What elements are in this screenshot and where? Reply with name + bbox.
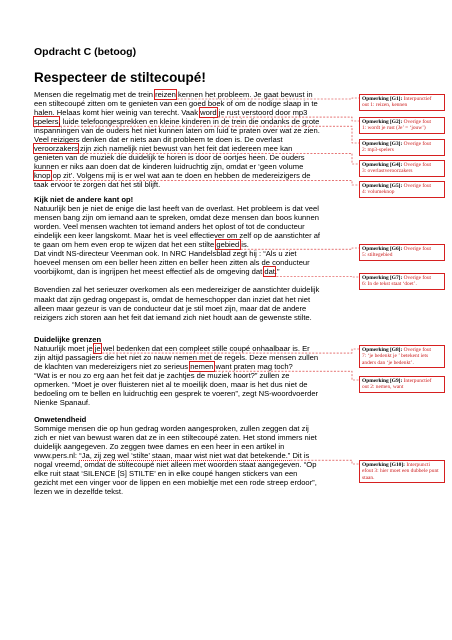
text-line — [34, 380, 347, 389]
comment-g4[interactable] — [359, 160, 445, 177]
marked-error: veroorzakers — [34, 144, 78, 154]
text-run: taak ervoor te zorgen dat het stil blijft. — [34, 180, 161, 190]
comment-type: Interpuncti — [404, 462, 430, 468]
text-run: Dat vindt NS-directeur Veenman ook. In NRC Handelsblad zegt hij : “Als u ziet — [34, 249, 297, 259]
comment-tag: Opmerking [G3]: — [362, 141, 403, 147]
text-line — [34, 222, 347, 231]
text-line — [34, 267, 347, 276]
text-run: zich er niet van bewust waren dat ze in een stiltecoupé zaten. Het stond immers niet — [34, 433, 317, 443]
text-line — [34, 117, 347, 126]
comment-body: 6: In de tekst staat ‘doet’. — [362, 281, 417, 288]
text-run: een stiltecoupé zitten om te genieten van een goed boek of om de nodige slaap in te — [34, 99, 318, 109]
text-line — [34, 478, 347, 487]
text-line — [34, 433, 347, 442]
comment-body: 5: stiltegebied — [362, 252, 393, 259]
text-run: maakt dat zijn gedrag ongepast is, omdat de hemeschopper dan inziet dat het niet — [34, 294, 311, 304]
text-run: Sommige mensen die op hun gedrag worden aangesproken, zullen zeggen dat zij — [34, 424, 309, 434]
comment-g7[interactable] — [359, 273, 445, 290]
text-line — [34, 180, 347, 189]
text-line — [34, 371, 347, 380]
text-run: kunnen er niks aan doen dat de kinderen luidruchtig zijn, omdat er ‘geen volume — [34, 162, 304, 172]
comment-type: Overige fout — [402, 347, 432, 353]
section-heading: Kijk niet de andere kant op! — [34, 195, 134, 204]
text-run: alleen maar gezeur is van de conducteur dat je stil moet zijn, maar dat de andere — [34, 303, 307, 313]
comment-tag: Opmerking [G9]: — [362, 378, 403, 384]
text-run: op zit’. Volgens mij is er wel wat aan te doen en hebben de medereizigers de — [50, 171, 311, 181]
comment-body: out 2: nemen, want — [362, 384, 404, 391]
intro-paragraph — [34, 90, 347, 190]
text-run: Mensen die regelmatig met de trein — [34, 90, 156, 99]
text-line — [34, 144, 347, 153]
text-run: reizigers zich storen aan het feit dat iemand zich niet houdt aan de gewenste stilte. — [34, 312, 312, 322]
marked-error: je — [94, 344, 101, 354]
comment-body: out 1: reizen, kennen — [362, 102, 408, 109]
text-run: nogal vreemd, omdat de stiltecoupé niet alleen met woorden staat aangegeven. “Op — [34, 460, 317, 470]
text-line — [34, 362, 347, 371]
text-line — [34, 90, 347, 99]
text-line — [34, 442, 347, 451]
text-line — [34, 135, 347, 144]
marked-error: “Ja, zij zeg wel ‘stilte’ staan, maar wist niet wat dat betekende.” — [79, 451, 291, 461]
text-run: kennen het probleem. Je gaat bewust in — [175, 90, 313, 99]
comment-type: Overige fout — [402, 141, 432, 147]
text-run: Veel reizigers denken dat er niets aan dit probleem te doen is. De overlast — [34, 135, 283, 145]
text-run: mensen bang zijn om iemand aan te spreken, omdat deze mensen dan boos kunnen — [34, 213, 319, 223]
text-run: Nienke Spanauf. — [34, 398, 91, 408]
text-run: inspanningen van de ouders het niet kunnen laten om luid te praten over wat ze zien. — [34, 126, 320, 136]
text-line — [34, 344, 347, 353]
comment-type: Overige fout — [402, 119, 432, 125]
text-line — [34, 231, 347, 240]
comment-g6[interactable] — [359, 244, 445, 261]
comment-tag: Opmerking [G6]: — [362, 246, 403, 252]
text-line — [34, 204, 347, 213]
text-line — [34, 213, 347, 222]
comment-tag: Opmerking [G7]: — [362, 275, 403, 281]
assignment-label: Opdracht C (betoog) — [34, 46, 137, 58]
text-line — [34, 313, 347, 322]
text-line — [34, 304, 347, 313]
comment-body: 1: wordt je rust (Je’ = ‘jouw’) — [362, 125, 426, 132]
text-run: zijn altijd passagiers die het niet zo nauw nemen met de regels. Deze mensen zullen — [34, 353, 319, 363]
comment-body: 4: volumeknop — [362, 189, 395, 196]
comment-g3[interactable] — [359, 139, 445, 156]
comment-type: Overige fout — [402, 246, 432, 252]
text-line — [34, 240, 347, 249]
section-duidelijke-grenzen — [34, 335, 347, 407]
text-run: hoeveel mensen om een beller heen zitten en beller heen zitten als de conducteur — [34, 258, 310, 268]
comment-type: Overige fout — [402, 162, 432, 168]
text-line — [34, 276, 347, 285]
text-run: is. — [239, 240, 249, 250]
text-line — [34, 285, 347, 294]
text-line — [34, 249, 347, 258]
comment-body: efout 3: hier moet een dubbele punt staan. — [362, 468, 439, 481]
text-line — [34, 487, 347, 496]
comment-tag: Opmerking [G8]: — [362, 347, 403, 353]
comment-g10[interactable] — [359, 460, 445, 483]
text-run: genieten van de muziek die duidelijk te horen is door de oortjes heen. De ouders — [34, 153, 305, 163]
comment-g1[interactable] — [359, 94, 445, 111]
section-onwetendheid — [34, 415, 347, 496]
text-line — [34, 153, 347, 162]
text-run: www.pers.nl: — [34, 451, 80, 461]
text-line — [34, 99, 347, 108]
text-run: elke ruit staat ‘SILENCE [S] STILTE’ en in elke coupé hangen stickers van een — [34, 469, 298, 479]
text-run: Bovendien zal het serieuzer overkomen als een medereiziger de aanstichter duidelijk — [34, 285, 320, 295]
text-run: te gaan om hem even erop te wijzen dat het een stilte — [34, 240, 217, 250]
marked-error: reizen — [155, 90, 176, 99]
section-heading: Duidelijke grenzen — [34, 335, 102, 344]
text-run: bedoeling om te bellen en luidruchtig een gesprek te voeren”, zegt NS-woordvoerder — [34, 389, 319, 399]
comment-g2[interactable] — [359, 117, 445, 134]
text-run: Natuurlijk moet je — [34, 344, 95, 354]
comment-type: Overige fout — [402, 183, 432, 189]
marked-error: dat — [264, 267, 275, 277]
comment-tag: Opmerking [G1]: — [362, 96, 403, 102]
marked-error: spelers — [34, 117, 59, 127]
text-line — [34, 108, 347, 117]
marked-error: nemen — [190, 362, 214, 372]
text-run: gezicht met een vinger voor de lippen en een mobieltje met een rode streep erdoor”, — [34, 478, 317, 488]
text-line — [34, 126, 347, 135]
text-line — [34, 389, 347, 398]
document-title: Respecteer de stiltecoupé! — [34, 70, 206, 85]
text-run: je rust verstoord door mp3 — [216, 108, 308, 118]
text-line — [34, 295, 347, 304]
comment-tag: Opmerking [G2]: — [362, 119, 403, 125]
text-run: worden. Veel mensen wachten tot iemand anders het oplost of tot de conducteur — [34, 222, 305, 232]
comment-type: Overige fout — [402, 275, 432, 281]
text-run: want praten mag toch? — [213, 362, 293, 372]
text-run: “Wat is er nou zo erg aan het feit dat je zachtjes de muziek hoort?” zullen ze — [34, 371, 290, 381]
comment-tag: Opmerking [G10]: — [362, 462, 405, 468]
text-run: halen. Helaas komt hier weinig van terecht. Vaak — [34, 108, 201, 118]
comment-tag: Opmerking [G4]: — [362, 162, 403, 168]
marked-error: knop — [34, 171, 51, 181]
comment-g5[interactable] — [359, 181, 445, 198]
text-run: voorbijkomt, dan is ingrijpen het meest effectief als de omgeving dat — [34, 267, 265, 277]
comment-body: 7: ‘je bedenkt je ’ betekent iets anders dan ‘je bedenkt’. — [362, 353, 429, 366]
text-line — [34, 424, 347, 433]
text-line — [34, 171, 347, 180]
text-run: zijn zich namelijk niet bewust van het feit dat iedereen mee kan — [77, 144, 293, 154]
section-kijk-niet — [34, 195, 347, 322]
text-run: .” — [274, 267, 280, 277]
text-run: Natuurlijk ben je niet de enige die last heeft van de overlast. Het probleem is dat veel — [34, 204, 319, 214]
text-run: eindelijk een keer langskomt. Maar het is veel effectiever om zelf op de aanstichter af — [34, 231, 321, 241]
text-line — [34, 398, 347, 407]
section-heading: Onwetendheid — [34, 415, 87, 424]
comment-tag: Opmerking [G5]: — [362, 183, 403, 189]
text-run: , luide telefoongesprekken en kleine kinderen in de trein die ondanks de grote — [58, 117, 320, 127]
text-run: duidelijk aangegeven. Zo zeggen twee dames en een heer in een artikel in — [34, 442, 285, 452]
text-line — [34, 460, 347, 469]
marked-error: gebied — [216, 240, 240, 250]
text-run: de klachten van medereizigers niet zo serieus — [34, 362, 191, 372]
text-line — [34, 469, 347, 478]
marked-error: word — [200, 108, 217, 118]
comment-g8[interactable] — [359, 345, 445, 368]
text-run: wel bedenken dat een compleet stille coupé onhaalbaar is. Er — [100, 344, 310, 354]
text-run: Dit is — [290, 451, 310, 461]
comment-body: 3: overlastveroorzakers — [362, 168, 413, 175]
text-line — [34, 451, 347, 460]
comment-type: Interpunctief — [402, 96, 432, 102]
comment-type: Interpunctief — [402, 378, 432, 384]
comment-g9[interactable] — [359, 376, 445, 393]
text-run: lezen we in dezelfde tekst. — [34, 487, 124, 497]
text-run: opmerken. “Moet je over fluisteren niet al te moeilijk doen, maar is het dus niet de — [34, 380, 308, 390]
comment-body: 2: mp3-spelers — [362, 147, 394, 154]
